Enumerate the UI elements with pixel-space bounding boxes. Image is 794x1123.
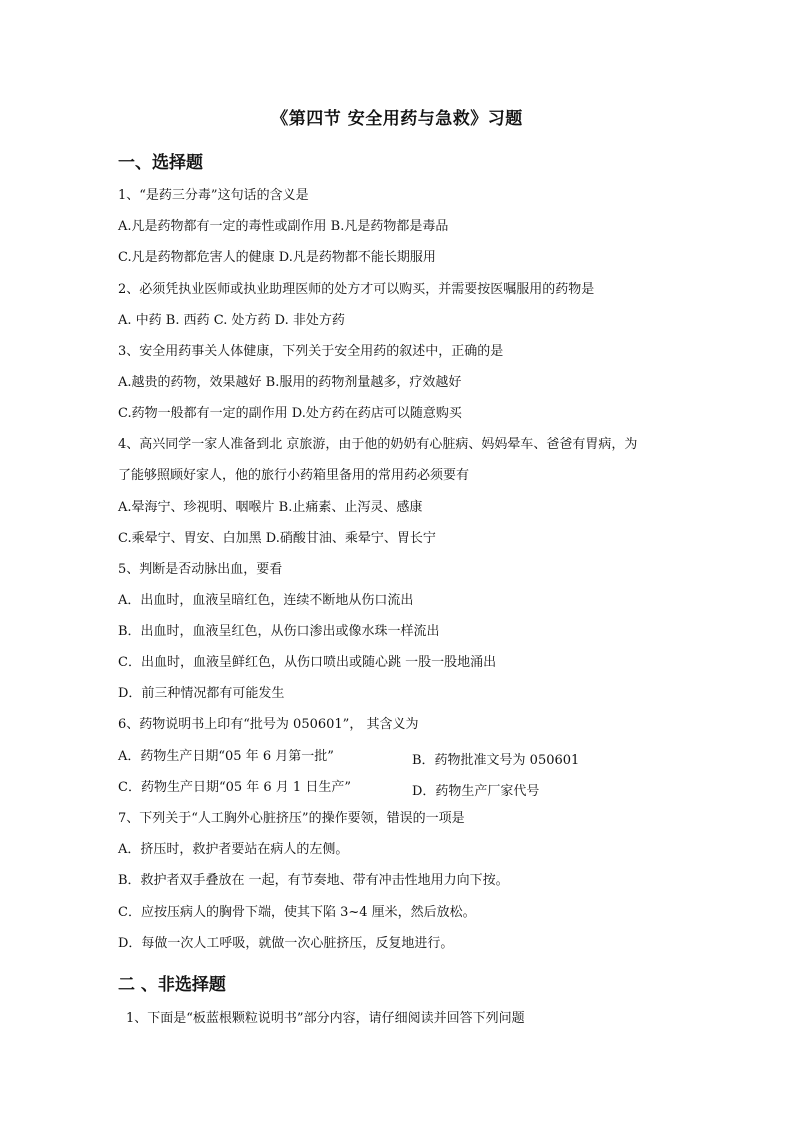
question-5-option-b: B．出血时，血液呈红色，从伤口渗出或像水珠一样流出 — [118, 624, 440, 639]
question-5-option-a: A．出血时，血液呈暗红色，连续不断地从伤口流出 — [118, 593, 414, 608]
question-6-option-c: C．药物生产日期“05 年 6 月 1 日生产” — [118, 780, 351, 795]
question-3-stem: 3、安全用药事关人体健康，下列关于安全用药的叙述中，正确的是 — [118, 344, 504, 359]
question-8-stem: 1、下面是“板蓝根颗粒说明书”部分内容，请仔细阅读并回答下列问题 — [126, 1011, 525, 1026]
question-4-stem-line-1: 4、高兴同学一家人准备到北 京旅游，由于他的奶奶有心脏病、妈妈晕车、爸爸有胃病，为 — [118, 437, 638, 452]
question-3-options-cd: C.药物一般都有一定的副作用 D.处方药在药店可以随意购买 — [118, 406, 462, 421]
question-1-stem: 1、“是药三分毒”这句话的含义是 — [118, 188, 309, 203]
section-heading-multiple-choice: 一、选择题 — [118, 153, 203, 173]
question-7-option-d: D．每做一次人工呼吸，就做一次心脏挤压，反复地进行。 — [118, 936, 454, 951]
question-5-option-c: C．出血时，血液呈鲜红色，从伤口喷出或随心跳 一股一股地涌出 — [118, 655, 497, 670]
question-2-options: A. 中药 B. 西药 C. 处方药 D. 非处方药 — [118, 313, 345, 328]
question-5-option-d: D．前三种情况都有可能发生 — [118, 686, 285, 701]
question-3-options-ab: A.越贵的药物，效果越好 B.服用的药物剂量越多，疗效越好 — [118, 375, 462, 390]
section-heading-non-choice: 二 、非选择题 — [118, 975, 226, 995]
page-title: 《第四节 安全用药与急救》习题 — [271, 109, 523, 129]
question-6-option-b: B．药物批准文号为 050601 — [412, 753, 580, 768]
question-1-options-cd: C.凡是药物都危害人的健康 D.凡是药物都不能长期服用 — [118, 250, 436, 265]
question-5-stem: 5、判断是否动脉出血，要看 — [118, 562, 283, 577]
question-7-stem: 7、下列关于“人工胸外心脏挤压”的操作要领，错误的一项是 — [118, 811, 465, 826]
question-6-stem: 6、药物说明书上印有“批号为 050601”， 其含义为 — [118, 717, 419, 732]
question-4-options-ab: A.晕海宁、珍视明、咽喉片 B.止痛素、止泻灵、感康 — [118, 500, 423, 515]
question-6-option-a: A．药物生产日期“05 年 6 月第一批” — [118, 749, 334, 764]
question-6-option-d: D．药物生产厂家代号 — [412, 784, 540, 799]
question-1-options-ab: A.凡是药物都有一定的毒性或副作用 B.凡是药物都是毒品 — [118, 219, 449, 234]
question-4-options-cd: C.乘晕宁、胃安、白加黑 D.硝酸甘油、乘晕宁、胃长宁 — [118, 531, 436, 546]
question-7-option-b: B．救护者双手叠放在 一起，有节奏地、带有冲击性地用力向下按。 — [118, 873, 509, 888]
question-4-stem-line-2: 了能够照顾好家人，他的旅行小药箱里备用的常用药必须要有 — [118, 468, 470, 483]
question-2-stem: 2、必须凭执业医师或执业助理医师的处方才可以购买，并需要按医嘱服用的药物是 — [118, 282, 595, 297]
question-7-option-a: A．挤压时，救护者要站在病人的左侧。 — [118, 842, 349, 857]
question-7-option-c: C．应按压病人的胸骨下端，使其下陷 3~4 厘米，然后放松。 — [118, 905, 476, 920]
